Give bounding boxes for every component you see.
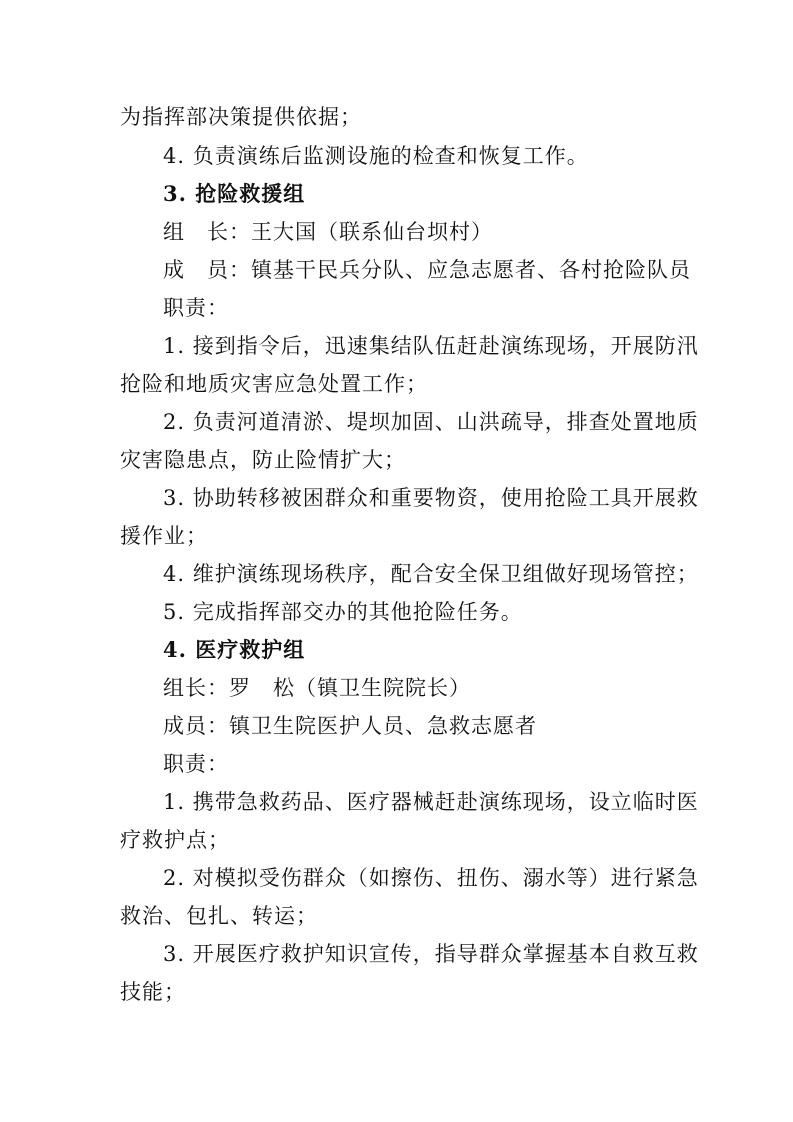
paragraph-line: 职责： <box>163 296 229 320</box>
paragraph-line: 成 员：镇基干民兵分队、应急志愿者、各村抢险队员 <box>163 258 691 282</box>
paragraph-line: 1. 接到指令后，迅速集结队伍赶赴演练现场，开展防汛 <box>163 334 699 358</box>
paragraph-line: 技能； <box>120 980 186 1004</box>
paragraph-line: 职责： <box>163 752 229 776</box>
paragraph-line: 援作业； <box>120 524 208 548</box>
section-heading: 4. 医疗救护组 <box>163 637 306 662</box>
paragraph-line: 2. 负责河道清淤、堤坝加固、山洪疏导，排查处置地质 <box>163 410 699 434</box>
paragraph-line: 组长：罗 松（镇卫生院院长） <box>163 676 471 700</box>
paragraph-line: 灾害隐患点，防止险情扩大； <box>120 448 406 472</box>
section-heading: 3. 抢险救援组 <box>163 181 306 206</box>
paragraph-line: 组 长：王大国（联系仙台坝村） <box>163 220 493 244</box>
paragraph-line: 3. 协助转移被困群众和重要物资，使用抢险工具开展救 <box>163 486 699 510</box>
paragraph-line: 5. 完成指挥部交办的其他抢险任务。 <box>163 600 523 624</box>
paragraph-line: 4. 维护演练现场秩序，配合安全保卫组做好现场管控； <box>163 562 699 586</box>
paragraph-line: 抢险和地质灾害应急处置工作； <box>120 372 428 396</box>
paragraph-line: 为指挥部决策提供依据； <box>120 105 362 129</box>
paragraph-line: 2. 对模拟受伤群众（如擦伤、扭伤、溺水等）进行紧急 <box>163 866 699 890</box>
paragraph-line: 成员：镇卫生院医护人员、急救志愿者 <box>163 714 537 738</box>
paragraph-line: 4. 负责演练后监测设施的检查和恢复工作。 <box>163 144 589 168</box>
paragraph-line: 1. 携带急救药品、医疗器械赶赴演练现场，设立临时医 <box>163 790 699 814</box>
paragraph-line: 疗救护点； <box>120 828 230 852</box>
paragraph-line: 救治、包扎、转运； <box>120 904 318 928</box>
paragraph-line: 3. 开展医疗救护知识宣传，指导群众掌握基本自救互救 <box>163 942 699 966</box>
